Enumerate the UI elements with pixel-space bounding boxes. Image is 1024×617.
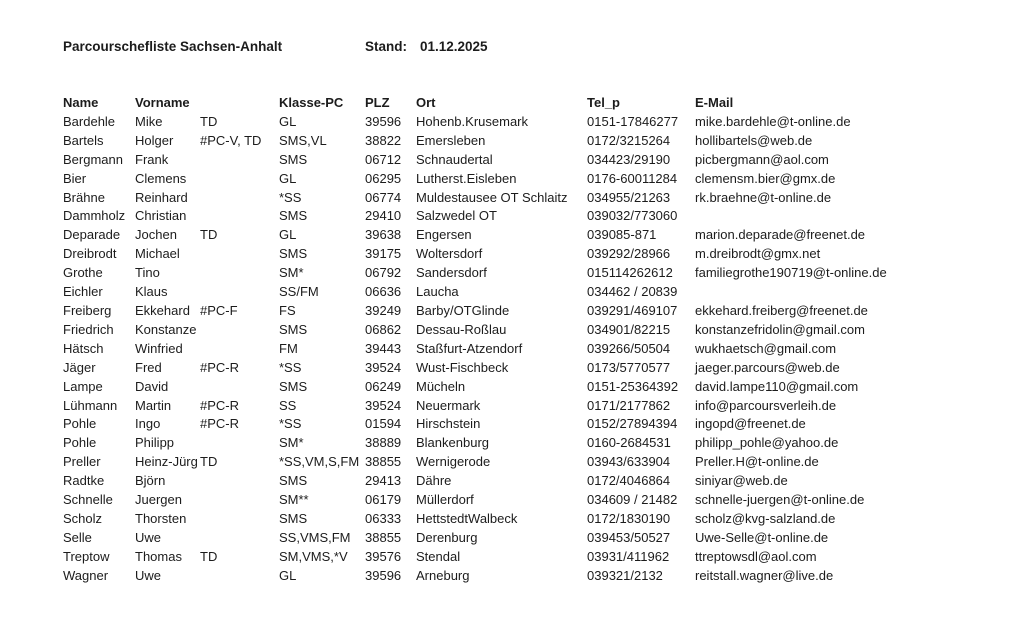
cell-ort: Emersleben <box>416 132 486 148</box>
cell-tel_p: 0151-17846277 <box>587 113 679 129</box>
cell-klasse_pc: *SS <box>279 359 302 375</box>
cell-vorname: Mike <box>135 113 163 129</box>
cell-name: Dammholz <box>63 208 126 224</box>
cell-plz: 39524 <box>365 397 402 413</box>
cell-ort: Dähre <box>416 473 452 489</box>
cell-zusatz <box>200 170 279 189</box>
cell-zusatz <box>200 567 279 586</box>
cell-plz: 39524 <box>365 359 402 375</box>
cell-name: Pohle <box>63 416 97 432</box>
table-row <box>63 207 980 226</box>
stand-label: Stand: <box>365 39 407 54</box>
cell-name: Schnelle <box>63 492 113 508</box>
cell-email: info@parcoursverleih.de <box>695 397 837 413</box>
cell-zusatz: TD <box>200 548 218 564</box>
cell-zusatz <box>200 189 279 208</box>
cell-name: Scholz <box>63 510 103 526</box>
cell-ort: HettstedtWalbeck <box>416 510 518 526</box>
cell-ort: Engersen <box>416 227 472 243</box>
table-row <box>63 151 980 170</box>
cell-klasse_pc: GL <box>279 170 297 186</box>
cell-name: Lühmann <box>63 397 118 413</box>
cell-vorname: Thorsten <box>135 510 187 526</box>
table-row <box>63 548 980 567</box>
cell-zusatz <box>200 283 279 302</box>
cell-zusatz: TD <box>200 227 218 243</box>
cell-ort: Staßfurt-Atzendorf <box>416 340 523 356</box>
cell-vorname: Tino <box>135 265 160 281</box>
cell-plz: 38889 <box>365 435 402 451</box>
cell-email: ekkehard.freiberg@freenet.de <box>695 302 868 318</box>
cell-vorname: Ingo <box>135 416 161 432</box>
cell-ort: Blankenburg <box>416 435 489 451</box>
cell-email: wukhaetsch@gmail.com <box>695 340 837 356</box>
cell-klasse_pc: SS,VMS,FM <box>279 529 351 545</box>
table-header <box>63 94 980 113</box>
cell-vorname: Heinz-Jürg <box>135 454 198 470</box>
cell-klasse_pc: GL <box>279 567 297 583</box>
table-row <box>63 226 980 245</box>
column-header-plz: PLZ <box>365 95 390 110</box>
table-row <box>63 321 980 340</box>
cell-email: rk.braehne@t-online.de <box>695 189 832 205</box>
cell-tel_p: 034423/29190 <box>587 151 671 167</box>
cell-ort: Müllerdorf <box>416 492 474 508</box>
cell-zusatz: #PC-R <box>200 397 240 413</box>
cell-vorname: Thomas <box>135 548 182 564</box>
cell-vorname: Reinhard <box>135 189 188 205</box>
cell-email: Preller.H@t-online.de <box>695 454 819 470</box>
cell-klasse_pc: SMS,VL <box>279 132 327 148</box>
cell-plz: 39249 <box>365 302 402 318</box>
cell-ort: Dessau-Roßlau <box>416 321 507 337</box>
cell-name: Preller <box>63 454 101 470</box>
cell-klasse_pc: *SS <box>279 416 302 432</box>
cell-name: Bier <box>63 170 87 186</box>
cell-email: philipp_pohle@yahoo.de <box>695 435 839 451</box>
cell-name: Brähne <box>63 189 105 205</box>
cell-tel_p: 034955/21263 <box>587 189 671 205</box>
cell-vorname: Uwe <box>135 567 162 583</box>
table-row <box>63 453 980 472</box>
cell-zusatz <box>200 340 279 359</box>
cell-klasse_pc: SM** <box>279 492 309 508</box>
table-row <box>63 283 980 302</box>
cell-ort: Wernigerode <box>416 454 491 470</box>
cell-name: Deparade <box>63 227 121 243</box>
cell-email: scholz@kvg-salzland.de <box>695 510 836 526</box>
cell-zusatz <box>200 491 279 510</box>
cell-email: ttreptowsdl@aol.com <box>695 548 817 564</box>
cell-plz: 39576 <box>365 548 402 564</box>
cell-tel_p: 039032/773060 <box>587 208 678 224</box>
cell-ort: Salzwedel OT <box>416 208 497 224</box>
cell-tel_p: 034901/82215 <box>587 321 671 337</box>
cell-tel_p: 039085-871 <box>587 227 657 243</box>
cell-ort: Wust-Fischbeck <box>416 359 509 375</box>
cell-vorname: Jochen <box>135 227 177 243</box>
cell-plz: 01594 <box>365 416 402 432</box>
cell-klasse_pc: SMS <box>279 378 308 394</box>
table-row <box>63 302 980 321</box>
cell-ort: Woltersdorf <box>416 246 483 262</box>
cell-zusatz: #PC-R <box>200 416 240 432</box>
cell-tel_p: 03931/411962 <box>587 548 670 564</box>
cell-ort: Arneburg <box>416 567 470 583</box>
cell-email: jaeger.parcours@web.de <box>695 359 840 375</box>
cell-plz: 39638 <box>365 227 402 243</box>
cell-klasse_pc: SM,VMS,*V <box>279 548 348 564</box>
cell-vorname: Juergen <box>135 492 182 508</box>
cell-name: Radtke <box>63 473 105 489</box>
cell-klasse_pc: SMS <box>279 510 308 526</box>
table-row <box>63 434 980 453</box>
cell-tel_p: 039321/2132 <box>587 567 663 583</box>
cell-plz: 06333 <box>365 510 402 526</box>
cell-plz: 39596 <box>365 113 402 129</box>
cell-ort: Muldestausee OT Schlaitz <box>416 189 568 205</box>
cell-vorname: Christian <box>135 208 187 224</box>
cell-vorname: Ekkehard <box>135 302 190 318</box>
cell-email: familiegrothe190719@t-online.de <box>695 265 887 281</box>
cell-klasse_pc: SM* <box>279 265 304 281</box>
cell-plz: 29413 <box>365 473 402 489</box>
cell-zusatz <box>200 321 279 340</box>
table-row <box>63 359 980 378</box>
cell-plz: 38855 <box>365 454 402 470</box>
table-row <box>63 529 980 548</box>
contact-table <box>63 94 980 586</box>
cell-email: clemensm.bier@gmx.de <box>695 170 836 186</box>
cell-tel_p: 0171/2177862 <box>587 397 671 413</box>
cell-email: marion.deparade@freenet.de <box>695 227 866 243</box>
cell-vorname: Clemens <box>135 170 187 186</box>
cell-ort: Mücheln <box>416 378 466 394</box>
cell-tel_p: 039291/469107 <box>587 302 678 318</box>
column-header-klasse_pc: Klasse-PC <box>279 95 344 110</box>
cell-name: Bardehle <box>63 113 116 129</box>
cell-zusatz: #PC-R <box>200 359 240 375</box>
cell-klasse_pc: *SS,VM,S,FM <box>279 454 360 470</box>
cell-zusatz <box>200 510 279 529</box>
cell-vorname: Holger <box>135 132 174 148</box>
table-body <box>63 113 980 586</box>
cell-zusatz <box>200 207 279 226</box>
cell-tel_p: 039266/50504 <box>587 340 671 356</box>
table-row <box>63 264 980 283</box>
cell-ort: Barby/OTGlinde <box>416 302 510 318</box>
cell-tel_p: 015114262612 <box>587 265 673 281</box>
cell-name: Hätsch <box>63 340 104 356</box>
cell-zusatz <box>200 529 279 548</box>
cell-vorname: Michael <box>135 246 180 262</box>
cell-klasse_pc: SMS <box>279 246 308 262</box>
cell-ort: Derenburg <box>416 529 478 545</box>
cell-email: david.lampe110@gmail.com <box>695 378 859 394</box>
cell-klasse_pc: GL <box>279 113 297 129</box>
cell-email: reitstall.wagner@live.de <box>695 567 834 583</box>
table-row <box>63 340 980 359</box>
table-row <box>63 567 980 586</box>
cell-tel_p: 039453/50527 <box>587 529 671 545</box>
cell-name: Eichler <box>63 284 103 300</box>
cell-plz: 06862 <box>365 321 402 337</box>
table-row <box>63 245 980 264</box>
cell-plz: 06792 <box>365 265 402 281</box>
cell-klasse_pc: SMS <box>279 473 308 489</box>
table-row <box>63 170 980 189</box>
cell-klasse_pc: SM* <box>279 435 304 451</box>
cell-ort: Lutherst.Eisleben <box>416 170 517 186</box>
cell-plz: 06295 <box>365 170 402 186</box>
cell-name: Friedrich <box>63 321 114 337</box>
cell-ort: Sandersdorf <box>416 265 487 281</box>
cell-name: Jäger <box>63 359 96 375</box>
cell-tel_p: 0151-25364392 <box>587 378 679 394</box>
column-header-vorname: Vorname <box>135 95 190 110</box>
cell-email <box>695 283 980 302</box>
cell-ort: Schnaudertal <box>416 151 493 167</box>
cell-plz: 06179 <box>365 492 402 508</box>
cell-klasse_pc: SS <box>279 397 297 413</box>
cell-name: Bergmann <box>63 151 123 167</box>
page-title: Parcourschefliste Sachsen-Anhalt <box>63 39 283 54</box>
cell-tel_p: 0160-2684531 <box>587 435 671 451</box>
cell-klasse_pc: SMS <box>279 321 308 337</box>
cell-name: Freiberg <box>63 302 112 318</box>
cell-tel_p: 034462 / 20839 <box>587 284 678 300</box>
table-row <box>63 472 980 491</box>
cell-vorname: Philipp <box>135 435 175 451</box>
column-header-tel_p: Tel_p <box>587 95 620 110</box>
cell-email <box>695 207 980 226</box>
table-row <box>63 113 980 132</box>
cell-ort: Stendal <box>416 548 461 564</box>
cell-zusatz <box>200 245 279 264</box>
cell-email: konstanzefridolin@gmail.com <box>695 321 865 337</box>
stand-date: 01.12.2025 <box>420 39 488 54</box>
cell-plz: 06636 <box>365 284 402 300</box>
cell-plz: 39443 <box>365 340 402 356</box>
column-header-zusatz <box>200 94 279 113</box>
cell-ort: Hirschstein <box>416 416 481 432</box>
cell-tel_p: 039292/28966 <box>587 246 671 262</box>
cell-vorname: Konstanze <box>135 321 197 337</box>
cell-klasse_pc: SMS <box>279 151 308 167</box>
cell-tel_p: 0176-60011284 <box>587 170 678 186</box>
cell-vorname: Martin <box>135 397 172 413</box>
cell-plz: 39175 <box>365 246 402 262</box>
cell-zusatz <box>200 151 279 170</box>
cell-plz: 06712 <box>365 151 402 167</box>
table-row <box>63 510 980 529</box>
cell-ort: Neuermark <box>416 397 481 413</box>
cell-tel_p: 0172/3215264 <box>587 132 671 148</box>
cell-email: ingopd@freenet.de <box>695 416 806 432</box>
cell-vorname: Björn <box>135 473 166 489</box>
cell-klasse_pc: SMS <box>279 208 308 224</box>
column-header-ort: Ort <box>416 95 436 110</box>
cell-zusatz: #PC-V, TD <box>200 132 262 148</box>
table-row <box>63 189 980 208</box>
cell-name: Bartels <box>63 132 104 148</box>
cell-email: picbergmann@aol.com <box>695 151 829 167</box>
cell-plz: 29410 <box>365 208 402 224</box>
table-row <box>63 132 980 151</box>
cell-vorname: Klaus <box>135 284 168 300</box>
cell-klasse_pc: SS/FM <box>279 284 319 300</box>
cell-email: hollibartels@web.de <box>695 132 813 148</box>
cell-email: schnelle-juergen@t-online.de <box>695 492 865 508</box>
cell-vorname: Uwe <box>135 529 162 545</box>
cell-ort: Hohenb.Krusemark <box>416 113 528 129</box>
cell-name: Dreibrodt <box>63 246 117 262</box>
table-row <box>63 397 980 416</box>
cell-plz: 39596 <box>365 567 402 583</box>
cell-name: Wagner <box>63 567 109 583</box>
cell-klasse_pc: *SS <box>279 189 302 205</box>
cell-plz: 38855 <box>365 529 402 545</box>
column-header-name: Name <box>63 95 99 110</box>
cell-email: m.dreibrodt@gmx.net <box>695 246 821 262</box>
table-row <box>63 415 980 434</box>
cell-ort: Laucha <box>416 284 459 300</box>
table-row <box>63 491 980 510</box>
cell-vorname: Fred <box>135 359 162 375</box>
cell-name: Pohle <box>63 435 97 451</box>
cell-email: mike.bardehle@t-online.de <box>695 113 851 129</box>
cell-klasse_pc: GL <box>279 227 297 243</box>
cell-name: Selle <box>63 529 92 545</box>
cell-tel_p: 0172/1830190 <box>587 510 671 526</box>
cell-name: Grothe <box>63 265 103 281</box>
cell-name: Lampe <box>63 378 103 394</box>
cell-tel_p: 0172/4046864 <box>587 473 671 489</box>
cell-zusatz <box>200 378 279 397</box>
cell-tel_p: 0173/5770577 <box>587 359 671 375</box>
cell-zusatz <box>200 434 279 453</box>
cell-vorname: David <box>135 378 169 394</box>
cell-zusatz: TD <box>200 454 218 470</box>
cell-klasse_pc: FM <box>279 340 298 356</box>
cell-zusatz: #PC-F <box>200 302 238 318</box>
cell-plz: 38822 <box>365 132 402 148</box>
cell-tel_p: 034609 / 21482 <box>587 492 678 508</box>
cell-email: Uwe-Selle@t-online.de <box>695 529 829 545</box>
cell-vorname: Winfried <box>135 340 183 356</box>
cell-plz: 06249 <box>365 378 402 394</box>
table-header-row <box>63 94 980 113</box>
cell-name: Treptow <box>63 548 110 564</box>
cell-email: siniyar@web.de <box>695 473 788 489</box>
column-header-email: E-Mail <box>695 95 734 110</box>
cell-vorname: Frank <box>135 151 169 167</box>
cell-tel_p: 03943/633904 <box>587 454 671 470</box>
table-row <box>63 378 980 397</box>
cell-zusatz <box>200 264 279 283</box>
cell-plz: 06774 <box>365 189 402 205</box>
cell-klasse_pc: FS <box>279 302 296 318</box>
cell-tel_p: 0152/27894394 <box>587 416 678 432</box>
cell-zusatz: TD <box>200 113 218 129</box>
cell-zusatz <box>200 472 279 491</box>
